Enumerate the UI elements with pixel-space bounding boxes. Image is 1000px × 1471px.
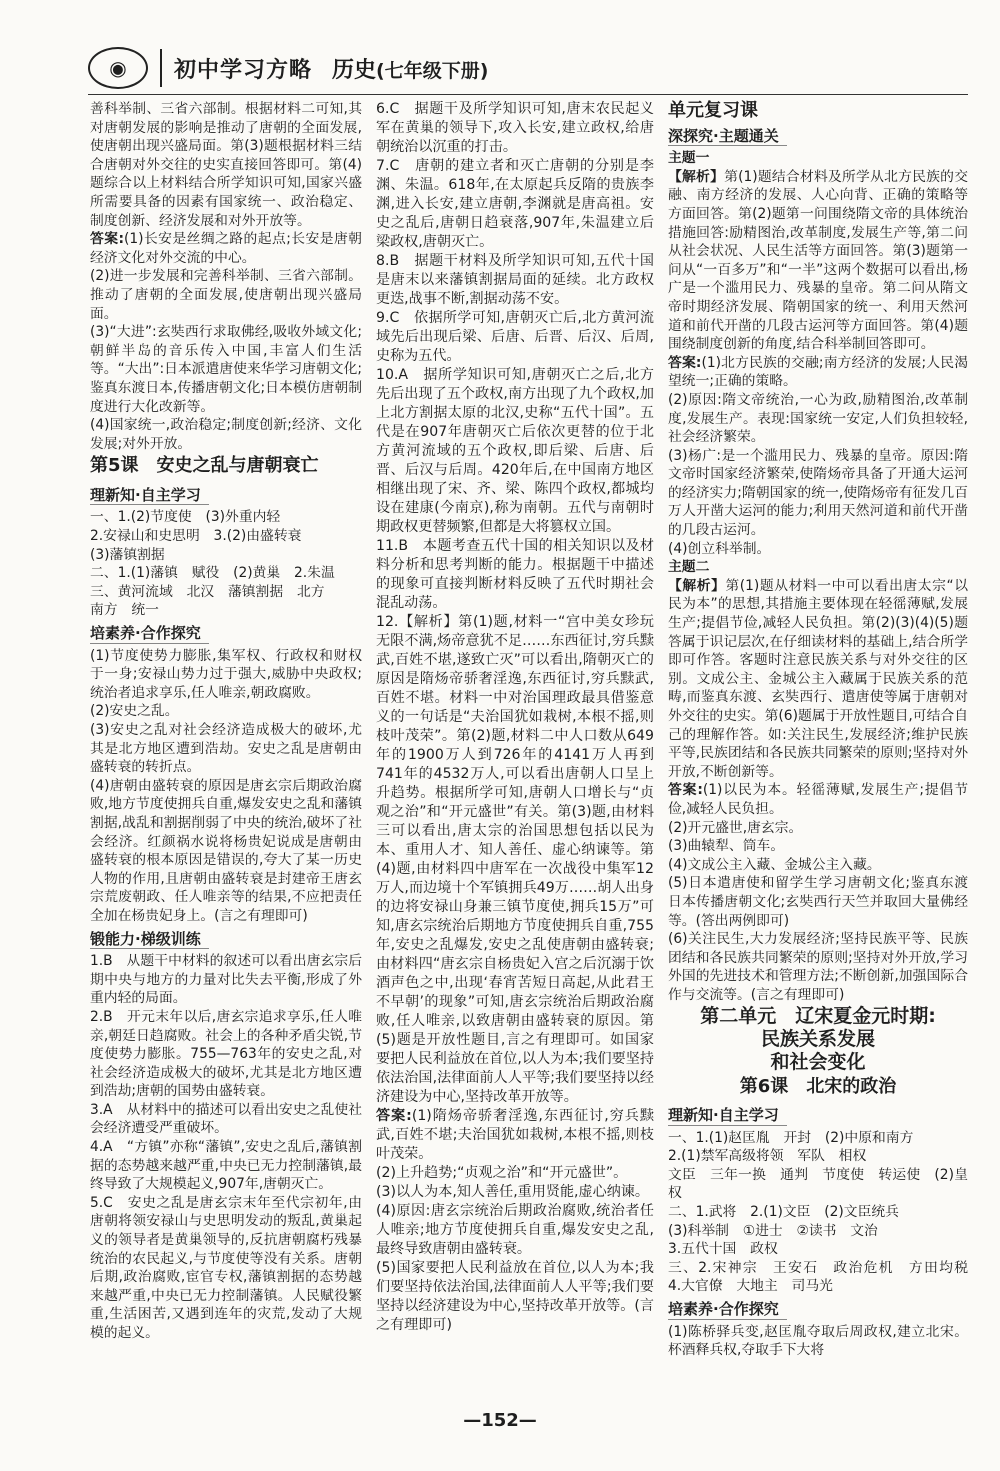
answer-text: (1)长安是丝绸之路的起点;长安是唐朝经济文化对外交流的中心。 bbox=[90, 231, 362, 266]
theme-2-answer-4: (4)文成公主入藏、金城公主入藏。 bbox=[668, 856, 881, 873]
answer-12-2: (2)上升趋势;“贞观之治”和“开元盛世”。 bbox=[376, 1165, 628, 1181]
theme-2-answer-5: (5)日本遣唐使和留学生学习唐朝文化;鉴真东渡日本传播唐朝文化;玄奘西行天竺并取回大量佛经等。(答出两例即可) bbox=[668, 875, 968, 929]
header-rule bbox=[88, 94, 968, 95]
answer-12-5: (5)国家要把人民利益放在首位,以人为本;我们要坚持依法治国,法律面前人人平等;我们要坚持以经济建设为中心,坚持改革开放等。(言之有理即可) bbox=[376, 1260, 654, 1333]
explore-6-1: (1)陈桥驿兵变,赵匡胤夺取后周政权,建立北宋。杯酒释兵权,夺取手下大将 bbox=[668, 1323, 968, 1359]
theme-2-answer-6: (6)关注民生,大力发展经济;坚持民族平等、民族团结和各民族共同繁荣的原则;坚持对外开放,学习外国的先进技术和管理方法;不断创新,加强国际合作与交流等。(言之有理即可) bbox=[668, 931, 968, 1003]
answer-label: 答案: bbox=[668, 354, 702, 371]
section-self-study-2: 理新知·自主学习 bbox=[668, 1106, 787, 1126]
question-1: 1.B 从题干中材料的叙述可以看出唐玄宗后期中央与地方的力量对比失去平衡,形成了外重内轻的局面。 bbox=[90, 953, 362, 1007]
page-number: —152— bbox=[463, 1410, 537, 1431]
fill-6-line-3: 文臣 三年一换 通判 节度使 转运使 (2)皇权 bbox=[668, 1166, 968, 1202]
subject-name: 历史 bbox=[332, 57, 377, 83]
section-self-study: 理新知·自主学习 bbox=[90, 486, 209, 506]
analysis-tag: 【解析】 bbox=[668, 168, 725, 185]
theme-1-answer-3: (3)杨广:是一个滥用民力、残暴的皇帝。原因:隋文帝时国家经济繁荣,使隋炀帝具备了开通大运河的经济实力;隋朝国家的统一,使隋炀帝有征发几百万人开凿大运河的能力;利用天然河道和前代开凿的几段古运河。 bbox=[668, 447, 968, 539]
theme-2-answer-2: (2)开元盛世,唐玄宗。 bbox=[668, 819, 803, 836]
theme-2-answer-3: (3)曲辕犁、筒车。 bbox=[668, 838, 785, 855]
fill-line-4: 二、1.(1)藩镇 赋役 (2)黄巢 2.朱温 bbox=[90, 565, 335, 582]
question-2: 2.B 开元末年以后,唐玄宗追求享乐,任人唯亲,朝廷日趋腐败。社会上的各种矛盾尖锐,节度使势力膨胀。755—763年的安史之乱,对社会经济造成极大的破坏,尤其是北方地区遭到浩劫;唐朝的国势由盛转衰。 bbox=[90, 1008, 362, 1100]
analysis-tag: 【解析】 bbox=[668, 577, 726, 594]
brand-logo-icon: ◉ bbox=[88, 47, 148, 89]
theme-1-label: 主题一 bbox=[668, 150, 710, 167]
answer-text: (1)北方民族的交融;南方经济的发展;人民渴望统一;正确的策略。 bbox=[668, 354, 968, 390]
theme-1-answer-2: (2)原因:隋文帝统治,一心为政,励精图治,改革制度,发展生产。表现:国家统一安定,人们负担较轻,社会经济繁荣。 bbox=[668, 391, 968, 446]
fill-line-6: 南方 统一 bbox=[90, 602, 159, 619]
unit-2-line-2: 民族关系发展 bbox=[760, 1027, 875, 1050]
unit-review-title: 单元复习课 bbox=[668, 100, 758, 121]
section-cooperative-2: 培素养·合作探究 bbox=[668, 1300, 787, 1320]
section-training: 锻能力·梯级训练 bbox=[90, 930, 209, 950]
answer-label: 答案: bbox=[668, 782, 703, 799]
explore-4: (4)唐朝由盛转衰的原因是唐玄宗后期政治腐败,地方节度使拥兵自重,爆发安史之乱和藩镇割据,战乱和割据削弱了中央的统治,破坏了社会经济。红颜祸水说将杨贵妃说成是唐朝由盛转衰的根本原因是错误的,夸大了某一历史人物的作用,且唐朝由盛转衰是封建帝王唐玄宗荒废朝政、任人唯亲等的结果,不应把责任全加在杨贵妃身上。(言之有理即可) bbox=[90, 777, 362, 924]
question-10: 10.A 据所学知识可知,唐朝灭亡之后,北方先后出现了五个政权,南方出现了九个政权,加上北方割据太原的北汉,史称“五代十国”。五代是在907年唐朝灭亡后依次更替的位于北方黄河流域的五个政权,即后梁、后唐、后晋、后汉与后周。420年后,在中国南方地区相继出现了宋、齐、梁、陈四个政权,都城均设在建康(今南京),称为南朝。五代与南朝时期政权更替频繁,但都是大将篡权立国。 bbox=[376, 367, 654, 535]
question-3: 3.A 从材料中的描述可以看出安史之乱使社会经济遭受严重破坏。 bbox=[90, 1101, 362, 1137]
analysis-text: 第(1)题结合材料及所学从北方民族的交融、南方经济的发展、人心向背、正确的策略等方面回答。第(2)题第一问围绕隋文帝的具体统治措施回答:励精图治,改革制度,发展生产等,第二问从社会状况、人民生活等方面回答。第(3)题第一问从“一百多万”和“一半”这两个数据可以看出,杨广是一个滥用民力、残暴的皇帝。第二问从隋文帝时期经济发展、隋朝国家的统一、利用天然河道和前代开凿的几段古运河等方面回答。第(4)题围绕制度创新的角度,结合科举制回答即可。 bbox=[668, 168, 968, 353]
subject-title bbox=[332, 53, 488, 84]
fill-6-line-1: 一、1.(1)赵匡胤 开封 (2)中原和南方 bbox=[668, 1129, 914, 1146]
explore-1: (1)节度使势力膨胀,集军权、行政权和财权于一身;安禄山势力过于强大,威胁中央政权;统治者追求享乐,任人唯亲,朝政腐败。 bbox=[90, 647, 362, 701]
lesson-6-title: 第6课 北宋的政治 bbox=[739, 1075, 897, 1097]
grade-label: (七年级下册) bbox=[376, 59, 489, 82]
theme-1-analysis bbox=[668, 168, 968, 354]
theme-1-answer-4: (4)创立科举制。 bbox=[668, 540, 771, 557]
fill-6-line-4: 二、1.武将 2.(1)文臣 (2)文臣统兵 bbox=[668, 1204, 899, 1221]
question-11: 11.B 本题考查五代十国的相关知识以及材料分析和思考判断的能力。根据题干中描述的现象可直接判断材料反映了五代时期社会混乱动荡。 bbox=[376, 538, 654, 611]
section-deep-explore: 深探究·主题通关 bbox=[668, 127, 787, 147]
fill-6-line-2: 2.(1)禁军高级将领 军队 相权 bbox=[668, 1148, 867, 1165]
book-title: 初中学习方略 bbox=[174, 57, 313, 83]
column-3 bbox=[668, 100, 982, 1360]
theme-1-answer-1 bbox=[668, 354, 968, 391]
answer-2: (2)进一步发展和完善科举制、三省六部制。推动了唐朝的全面发展,使唐朝出现兴盛局面。 bbox=[90, 268, 362, 322]
analysis-text: 第(1)题从材料一中可以看出唐太宗“以民为本”的思想,其措施主要体现在轻徭薄赋,发展生产;提倡节俭,减轻人民负担。第(2)(3)(4)(5)题答属于识记层次,在仔细读材料的基础上,结合所学即可作答。客题时注意民族关系与对外交往的区别。文成公主、金城公主入藏属于民族关系的范畴,而鉴真东渡、玄奘西行、遣唐使等属于唐朝对外交往的史实。第(6)题属于开放性题目,可结合自己的理解作答。如:关注民生,发展经济;维护民族平等,民族团结和各民族共同繁荣的原则;坚持对外开放,不断创新等。 bbox=[668, 577, 968, 780]
theme-2-label: 主题二 bbox=[668, 559, 710, 576]
column-2 bbox=[376, 100, 654, 1335]
fill-line-5: 三、黄河流域 北汉 藩镇割据 北方 bbox=[90, 583, 325, 600]
fill-line-1: 一、1.(2)节度使 (3)外重内轻 bbox=[90, 509, 281, 526]
fill-line-3: (3)藩镇割据 bbox=[90, 546, 165, 563]
question-5: 5.C 安史之乱是唐玄宗末年至代宗初年,由唐朝将领安禄山与史思明发动的叛乱,黄巢起义的领导者是黄巢领导的,反抗唐朝腐朽残暴统治的农民起义,与节度使等没有关系。唐朝后期,政治腐败,宦官专权,藩镇割据的态势越来越严重,中央已无力控制藩镇。人民赋役繁重,生活困苦,又遇到连年的灾荒,发动了大规模的起义。 bbox=[90, 1194, 362, 1341]
theme-2-answer-1 bbox=[668, 781, 968, 818]
column-1 bbox=[90, 100, 362, 1343]
page-header bbox=[88, 44, 968, 92]
fill-6-line-6: 3.五代十国 政权 bbox=[668, 1241, 778, 1258]
fill-line-2: 2.安禄山和史思明 3.(2)由盛转衰 bbox=[90, 528, 302, 545]
question-12-analysis: 12.【解析】第(1)题,材料一“宫中美女珍玩无限不满,炀帝意犹不足……东西征讨,穷兵黩武,百姓不堪,遂致亡灭”可以看出,隋朝灭亡的原因是隋炀帝骄奢淫逸,东西征讨,穷兵黩武,百姓不堪。材料一中对治国理政最具借鉴意义的一句话是“夫治国犹如栽树,本根不摇,则枝叶茂荣”。第(2)题,材料二中人口数从649年的1900万人到726年的4141万人再到741年的4532万人,可以看出唐朝人口呈上升趋势。根据所学可知,唐朝人口增长与“贞观之治”和“开元盛世”有关。第(3)题,由材料三可以看出,唐太宗的治国思想包括以民为本、重用人才、知人善任、虚心纳谏等。第(4)题,由材料四中唐军在一次战役中集军12万人,而边境十个军镇拥兵49万……胡人出身的边将安禄山身兼三镇节度使,拥兵15万”可知,唐玄宗统治后期地方节度使拥兵自重,755年,安史之乱爆发,安史之乱使唐朝由盛转衰;由材料四“唐玄宗自杨贵妃入宫之后沉溺于饮酒声色之中,出现‘春宵苦短日高起,从此君王不早朝’的现象”可知,唐玄宗统治后期政治腐败,任人唯亲,以致唐朝由盛转衰的原因。第(5)题是开放性题目,言之有理即可。如国家要把人民利益放在首位,以人为本;我们要坚持依法治国,法律面前人人平等;我们要坚持以经济建设为中心,坚持改革开放等。 bbox=[376, 614, 654, 1105]
lesson-5-title: 第5课 安史之乱与唐朝衰亡 bbox=[90, 455, 319, 477]
question-6: 6.C 据题干及所学知识可知,唐末农民起义军在黄巢的领导下,攻入长安,建立政权,给唐朝统治以沉重的打击。 bbox=[376, 101, 654, 155]
answer-4: (4)国家统一,政治稳定;制度创新;经济、文化发展;对外开放。 bbox=[90, 417, 362, 452]
question-4: 4.A “方镇”亦称“藩镇”,安史之乱后,藩镇割据的态势越来越严重,中央已无力控制藩镇,最终导致了大规模起义,907年,唐朝灭亡。 bbox=[90, 1139, 362, 1193]
answer-12-1 bbox=[376, 1107, 654, 1164]
question-8: 8.B 据题干材料及所学知识可知,五代十国是唐末以来藩镇割据局面的延续。北方政权更迭,战事不断,割据动荡不安。 bbox=[376, 253, 654, 307]
section-cooperative: 培素养·合作探究 bbox=[90, 624, 209, 644]
answer-3: (3)“大进”:玄奘西行求取佛经,吸收外域文化;朝鲜半岛的音乐传入中国,丰富人们生活等。“大出”:日本派遣唐使来华学习唐朝文化;鉴真东渡日本,传播唐朝文化;日本模仿唐朝制度进行大化改新等。 bbox=[90, 324, 362, 415]
answer-1 bbox=[90, 230, 362, 267]
unit-2-line-3: 和社会变化 bbox=[770, 1050, 866, 1073]
fill-6-line-5: (3)科举制 ①进士 ②读书 文治 bbox=[668, 1222, 878, 1239]
explore-2: (2)安史之乱。 bbox=[90, 703, 179, 720]
analysis-text: 善科举制、三省六部制。根据材料二可知,其对唐朝发展的影响是推动了唐朝的全面发展,使唐朝出现兴盛局面。第(3)题根据材料三结合唐朝对外交往的史实直接回答即可。第(4)题综合以上材料结合所学知识可知,国家兴盛所需要具备的因素有国家统一、政治稳定、制度创新、经济发展和对外开放等。 bbox=[90, 101, 362, 229]
answer-label: 答案: bbox=[90, 231, 124, 248]
theme-2-analysis bbox=[668, 577, 968, 782]
question-9: 9.C 依据所学可知,唐朝灭亡后,北方黄河流域先后出现后梁、后唐、后晋、后汉、后周,史称为五代。 bbox=[376, 310, 654, 364]
answer-text: (1)以民为本。轻徭薄赋,发展生产;提倡节俭,减轻人民负担。 bbox=[668, 782, 968, 817]
answer-text: (1)隋炀帝骄奢淫逸,东西征讨,穷兵黩武,百姓不堪;夫治国犹如栽树,本根不摇,则枝叶茂荣。 bbox=[376, 1108, 654, 1162]
unit-2-title bbox=[668, 1005, 968, 1074]
explore-3: (3)安史之乱对社会经济造成极大的破坏,尤其是北方地区遭到浩劫。安史之乱是唐朝由盛转衰的转折点。 bbox=[90, 722, 362, 776]
fill-6-line-7: 三、2.宋神宗 王安石 政治危机 方田均税 4.大官僚 大地主 司马光 bbox=[668, 1259, 982, 1295]
answer-label: 答案: bbox=[376, 1108, 412, 1124]
header-divider bbox=[160, 49, 162, 87]
answer-12-3: (3)以人为本,知人善任,重用贤能,虚心纳谏。 bbox=[376, 1184, 649, 1200]
unit-2-line-1: 第二单元 辽宋夏金元时期: bbox=[700, 1004, 936, 1027]
question-7: 7.C 唐朝的建立者和灭亡唐朝的分别是李渊、朱温。618年,在太原起兵反隋的贵族李渊,进入长安,建立唐朝,李渊就是唐高祖。安史之乱后,唐朝日趋衰落,907年,朱温建立后梁政权,唐朝灭亡。 bbox=[376, 158, 654, 250]
answer-12-4: (4)原因:唐玄宗统治后期政治腐败,统治者任人唯亲;地方节度使拥兵自重,爆发安史之乱,最终导致唐朝由盛转衰。 bbox=[376, 1203, 654, 1257]
